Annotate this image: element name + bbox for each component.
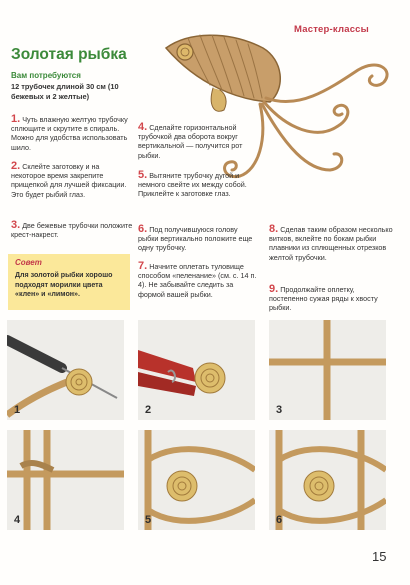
photo-step-3 — [269, 320, 386, 420]
step-9 — [269, 285, 395, 313]
step-6 — [138, 225, 258, 253]
photo-number: 4 — [14, 514, 21, 526]
step-text: Сделав таким образом несколько витков, вклейте по бокам рыбки плавники из сплющенных отрезков желтой трубочки. — [269, 225, 393, 262]
step-number: 8. — [269, 223, 279, 235]
step-4 — [138, 123, 258, 160]
photo-step-2 — [138, 320, 255, 420]
step-text: Под получившуюся голову рыбки вертикально положите еще одну трубочку. — [138, 225, 253, 253]
finished-fish-image — [158, 30, 403, 190]
photo-step-6 — [269, 430, 386, 530]
step-3 — [11, 221, 135, 239]
step-5 — [138, 171, 258, 199]
step-2 — [11, 162, 135, 199]
step-number: 3. — [11, 219, 21, 231]
photo-step-1 — [7, 320, 124, 420]
step-text: Начните оплетать туловище способом «пеленание» (см. с. 14 п. 4). Не забывайте следить за формой вашей рыбки. — [138, 262, 257, 299]
step-number: 9. — [269, 283, 279, 295]
step-number: 1. — [11, 113, 21, 125]
step-text: Сделайте горизонтальной трубочкой два оборота вокруг вертикальной — получится рот рыбки. — [138, 123, 243, 160]
photo-number: 5 — [145, 514, 152, 526]
materials-heading: Вам потребуются — [11, 71, 81, 80]
step-text: Две бежевые трубочки положите крест-накрест. — [11, 221, 133, 240]
photo-number: 6 — [276, 514, 283, 526]
tip-box — [8, 254, 130, 310]
page-title: Золотая рыбка — [11, 46, 127, 63]
step-number: 5. — [138, 169, 148, 181]
step-text: Чуть влажную желтую трубочку сплющите и скрутите в спираль. Можно для удобства использовать шило. — [11, 115, 128, 152]
section-label: Мастер-классы — [294, 24, 369, 35]
photo-number: 2 — [145, 404, 152, 416]
step-text: Склейте заготовку и на некоторое время закрепите прищепкой для лучшей фиксации. Это будет рыбий глаз. — [11, 162, 127, 199]
photo-step-5 — [138, 430, 255, 530]
step-text: Продолжайте оплетку, постепенно сужая ряды к хвосту рыбки. — [269, 285, 378, 313]
step-number: 4. — [138, 121, 148, 133]
step-number: 2. — [11, 160, 21, 172]
photo-number: 1 — [14, 404, 21, 416]
tip-text: Для золотой рыбки хорошо подходят морилки цвета «клен» и «лимон». — [15, 271, 113, 298]
page-number: 15 — [372, 549, 387, 564]
materials-text: 12 трубочек длиной 30 см (10 бежевых и 2 желтые) — [11, 82, 119, 101]
step-1 — [11, 115, 135, 152]
step-8 — [269, 225, 395, 262]
tip-heading: Совет — [15, 258, 42, 267]
step-number: 7. — [138, 260, 148, 272]
photo-step-4 — [7, 430, 124, 530]
photo-number: 3 — [276, 404, 283, 416]
step-text: Вытяните трубочку дугой и немного свейте их между собой. Приклейте к заготовке глаз. — [138, 171, 247, 199]
step-number: 6. — [138, 223, 148, 235]
step-7 — [138, 262, 258, 299]
